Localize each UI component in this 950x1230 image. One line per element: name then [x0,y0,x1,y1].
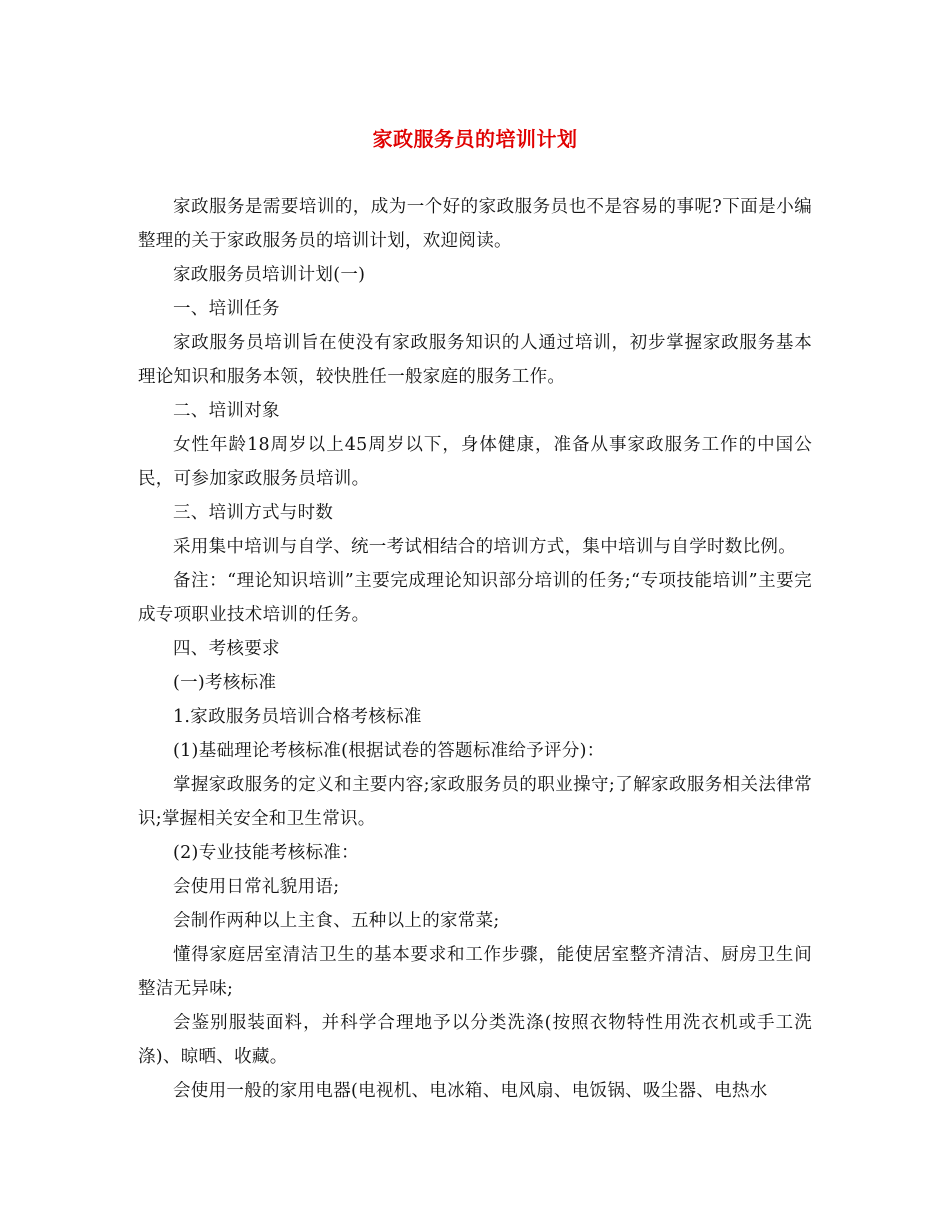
subheading-pass-standard: 1.家政服务员培训合格考核标准 [173,707,422,727]
list-item-appliances: 会使用一般的家用电器(电视机、电冰箱、电风扇、电饭锅、吸尘器、电热水 [173,1081,768,1101]
section-heading-method: 三、培训方式与时数 [173,503,334,523]
paragraph-theory: 掌握家政服务的定义和主要内容;家政服务员的职业操守;了解家政服务相关法律常识;掌握相关安全和卫生常识。 [138,775,812,829]
subheading-theory: (1)基础理论考核标准(根据试卷的答题标准给予评分)： [173,741,605,761]
paragraph-intro: 家政服务是需要培训的，成为一个好的家政服务员也不是容易的事呢?下面是小编整理的关于家政服务员的培训计划，欢迎阅读。 [138,197,812,251]
subheading-skills: (2)专业技能考核标准： [173,843,359,863]
paragraph-note: 备注：“理论知识培训”主要完成理论知识部分培训的任务;“专项技能培训”主要完成专项职业技术培训的任务。 [138,571,812,625]
subheading-standard: (一)考核标准 [173,673,277,693]
list-item-laundry: 会鉴别服装面料，并科学合理地予以分类洗涤(按照衣物特性用洗衣机或手工洗涤)、晾晒、收藏。 [138,1013,812,1067]
section-heading-assessment: 四、考核要求 [173,639,280,659]
paragraph-target: 女性年龄18周岁以上45周岁以下，身体健康，准备从事家政服务工作的中国公民，可参加家政服务员培训。 [138,435,812,489]
section-heading-task: 一、培训任务 [173,299,280,319]
document-body [138,190,812,1108]
paragraph-plan-heading: 家政服务员培训计划(一) [173,265,366,285]
paragraph-method: 采用集中培训与自学、统一考试相结合的培训方式，集中培训与自学时数比例。 [173,537,796,557]
list-item-etiquette: 会使用日常礼貌用语; [173,877,340,897]
section-heading-target: 二、培训对象 [173,401,280,421]
paragraph-task: 家政服务员培训旨在使没有家政服务知识的人通过培训，初步掌握家政服务基本理论知识和服务本领，较快胜任一般家庭的服务工作。 [138,333,812,387]
list-item-cooking: 会制作两种以上主食、五种以上的家常菜; [173,911,500,931]
document-title: 家政服务员的培训计划 [372,127,578,151]
list-item-cleaning: 懂得家庭居室清洁卫生的基本要求和工作步骤，能使居室整齐清洁、厨房卫生间整洁无异味; [138,945,812,999]
